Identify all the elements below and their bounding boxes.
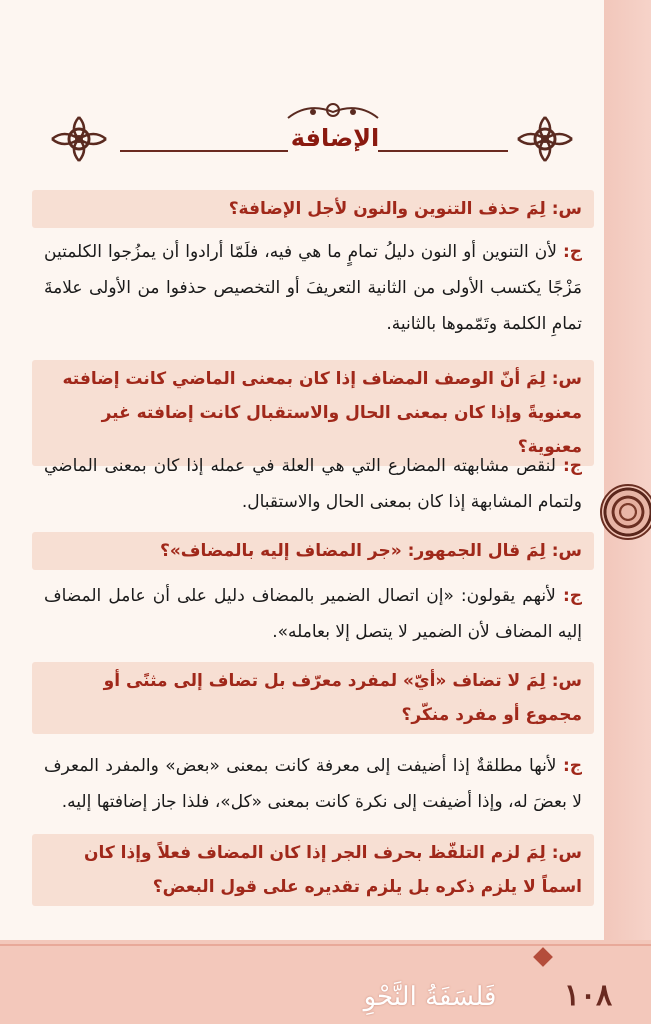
answer-block [32, 234, 594, 342]
answer-text: لأنهم يقولون: «إن اتصال الضمير بالمضاف دليل على أن عامل المضاف إليه المضاف لأن الضمير لا يتصل إلا بعامله». [44, 586, 582, 642]
book-title: فَلسَفَةُ النَّحْوِ [363, 982, 497, 1012]
right-floral-ornament-icon [510, 112, 580, 166]
answer-block [32, 578, 594, 650]
question-tag: س: [551, 369, 582, 389]
footer-divider [0, 944, 651, 946]
side-decorative-band [604, 0, 651, 940]
chapter-title: الإضافة [290, 124, 380, 152]
question-block [32, 834, 594, 906]
question-block [32, 662, 594, 734]
top-floral-ornament-icon [283, 100, 383, 122]
question-tag: س: [551, 199, 582, 219]
question-text: لِمَ أنّ الوصف المضاف إذا كان بمعنى الماضي كانت إضافته معنويةً وإذا كان بمعنى الحال والاستقبال كانت إضافته غير معنوية؟ [62, 369, 582, 457]
left-floral-ornament-icon [44, 112, 114, 166]
answer-tag: ج: [562, 586, 582, 606]
answer-tag: ج: [562, 456, 583, 476]
question-text: لِمَ لا تضاف «أيّ» لمفرد معرّف بل تضاف إلى مثنًى أو مجموع أو مفرد منكّر؟ [103, 671, 582, 725]
page-number: ١٠٨ [563, 978, 613, 1013]
question-tag: س: [551, 541, 582, 561]
answer-text: لنقص مشابهته المضارع التي هي العلة في عمله إذا كان بمعنى الماضي ولتمام المشابهة إذا كان بمعنى الحال والاستقبال. [44, 456, 582, 512]
question-tag: س: [551, 843, 582, 863]
answer-block [32, 748, 594, 820]
question-text: لِمَ قال الجمهور: «جر المضاف إليه بالمضاف»؟ [159, 541, 546, 561]
question-text: لِمَ لزم التلفّظ بحرف الجر إذا كان المضاف فعلاً وإذا كان اسماً لا يلزم ذكره بل يلزم تقديره على قول البعض؟ [83, 843, 582, 897]
question-block [32, 190, 594, 228]
answer-tag: ج: [562, 756, 582, 776]
question-tag: س: [551, 671, 582, 691]
question-text: لِمَ حذف التنوين والنون لأجل الإضافة؟ [228, 199, 546, 219]
answer-block [32, 448, 594, 520]
answer-tag: ج: [562, 242, 582, 262]
question-block [32, 532, 594, 570]
answer-text: لأنها مطلقةٌ إذا أضيفت إلى معرفة كانت بمعنى «بعض» والمفرد المعرف لا بعضَ له، وإذا أضيفت إلى نكرة كانت بمعنى «كل»، فلذا جاز إضافتها إليه. [44, 756, 582, 812]
side-medallion-icon [600, 484, 651, 540]
answer-text: لأن التنوين أو النون دليلُ تمامٍ ما هي فيه، فلَمّا أرادوا أن يمزُجوا الكلمتين مَزْجًا يكتسب الأولى من الثانية التعريفَ أو التخصيص حذفوا من الأولى علامةَ تمامِ الكلمة وتَمّموها بالثانية. [44, 242, 582, 334]
